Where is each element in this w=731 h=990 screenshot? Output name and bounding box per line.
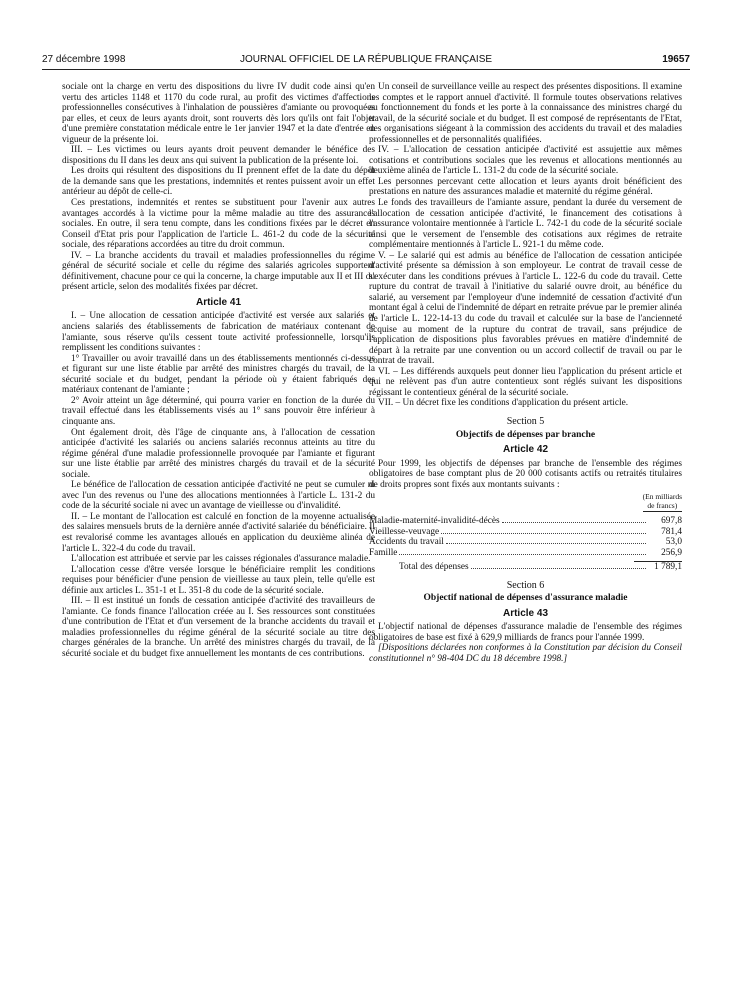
objective-label: Vieillesse-veuvage [369, 526, 440, 537]
paragraph: IV. – La branche accidents du travail et maladies professionnelles du régime général de sécurité sociale et celle du régime des salariés agricoles supportent définitivement, chacune pour ce qui la concerne, la charge imputable aux II et III du présent article, selon des modalités fixées par décret. [62, 250, 375, 293]
paragraph: Le fonds des travailleurs de l'amiante assure, pendant la durée du versement de l'allocation de cessation anticipée d'activité, le financement des cotisations à l'assurance volontaire mentionnée à l'article L. 742-1 du code de la sécurité sociale ainsi que le versement de l'ensemble des cotisations aux régimes de retraite complémentaire mentionnés à l'article L. 921-1 du même code. [369, 198, 682, 251]
header-rule [42, 69, 690, 70]
objective-label: Maladie-maternité-invalidité-décès [369, 516, 500, 527]
section-title: Objectif national de dépenses d'assurance maladie [423, 593, 628, 604]
issue-date: 27 décembre 1998 [42, 54, 126, 65]
paragraph: Pour 1999, les objectifs de dépenses par branche de l'ensemble des régimes obligatoires de base comptant plus de 20 000 cotisants actifs ou retraités titulaires de droits propres sont fixés aux montants suivants : [369, 458, 682, 490]
page-number: 19657 [662, 54, 690, 65]
objective-label: Accidents du travail [369, 537, 444, 548]
journal-title: JOURNAL OFFICIEL DE LA RÉPUBLIQUE FRANÇAISE [239, 54, 493, 65]
page-header [42, 54, 690, 68]
paragraph: sociale ont la charge en vertu des dispositions du livre IV dudit code ainsi qu'en vertu des articles 1148 et 1170 du code rural, au profit des victimes d'affections professionnelles consécutives à l'inhalation de poussières d'amiante ou provoquées par elles, et ceux de leurs ayants droit, sont rouverts dès lors qu'ils ont fait l'objet d'une première constatation médicale entre le 1er janvier 1947 et la date d'entrée en vigueur de la présente loi. [62, 82, 375, 145]
article-heading: Article 41 [195, 296, 242, 308]
paragraph: L'objectif national de dépenses d'assurance maladie de l'ensemble des régimes obligatoires de base est fixé à 629,9 milliards de francs pour l'année 1999. [369, 622, 682, 643]
paragraph: Les droits qui résultent des dispositions du II prennent effet de la date du dépôt de la demande sans que les prestations, indemnités et rentes puissent avoir un effet antérieur au dépôt de celle-ci. [62, 166, 375, 198]
section-heading: Section 6 [506, 579, 545, 591]
unit-note [369, 493, 682, 512]
paragraph: VI. – Les différends auxquels peut donner lieu l'application du présent article et qui ne relèvent pas d'un autre contentieux sont réglés suivant les dispositions régissant le contentieux général de la sécurité sociale. [369, 366, 682, 398]
paragraph: L'allocation est attribuée et servie par les caisses régionales d'assurance maladie. [71, 554, 371, 565]
unit-line: de francs) [647, 500, 678, 510]
paragraph: I. – Une allocation de cessation anticipée d'activité est versée aux salariés et anciens salariés des établissements de fabrication de matériaux contenant de l'amiante, sous réserve qu'ils cessent toute activité professionnelle, lorsqu'ils remplissent les conditions suivantes : [62, 311, 375, 354]
total-label: Total des dépenses [399, 561, 469, 572]
total-value: 1 789,1 [654, 561, 682, 572]
dot-leader [446, 543, 646, 544]
paragraph: 2° Avoir atteint un âge déterminé, qui pourra varier en fonction de la durée du travail effectué dans les établissements visés au 1° sans pouvoir être inférieur à cinquante ans. [62, 395, 375, 427]
paragraph: Ont également droit, dès l'âge de cinquante ans, à l'allocation de cessation anticipée d'activité les salariés ou anciens salariés reconnus atteints au titre du régime général d'une maladie professionnelle provoquée par l'amiante et figurant sur une liste établie par arrêté des ministres chargés du travail et de la sécurité sociale. [62, 427, 375, 480]
left-column [62, 82, 375, 660]
paragraph: Le bénéfice de l'allocation de cessation anticipée d'activité ne peut se cumuler ni avec l'un des revenus ou l'une des allocations mentionnées à l'article L. 131-2 du code de la sécurité sociale ni avec un avantage de vieillesse ou d'invalidité. [62, 480, 375, 512]
paragraph: Les personnes percevant cette allocation et leurs ayants droit bénéficient des prestations en nature des assurances maladie et maternité du régime général. [369, 176, 682, 198]
dot-leader [502, 522, 646, 523]
section-heading: Section 5 [506, 415, 545, 427]
article-heading: Article 43 [502, 607, 549, 619]
objective-label: Famille [369, 548, 398, 559]
paragraph: III. – Les victimes ou leurs ayants droit peuvent demander le bénéfice des dispositions du II dans les deux ans qui suivent la publication de la présente loi. [62, 145, 375, 166]
table-row [369, 527, 682, 538]
censure-note: [Dispositions déclarées non conformes à la Constitution par décision du Conseil constitutionnel n° 98-404 DC du 18 décembre 1998.] [369, 643, 682, 664]
paragraph: II. – Le montant de l'allocation est calculé en fonction de la moyenne actualisée des salaires mensuels bruts de la dernière année d'activité salariée du bénéficiaire. Il est revalorisé comme les avantages alloués en application du deuxième alinéa de l'article L. 322-4 du code du travail. [62, 511, 375, 554]
paragraph: Ces prestations, indemnités et rentes se substituent pour l'avenir aux autres avantages accordés à la victime pour la même maladie au titre des assurances sociales. En outre, il sera tenu compte, dans les conditions fixées par le décret en Conseil d'Etat pris pour l'application de l'article L. 461-2 du code de la sécurité sociale, des réparations accordées au titre du droit commun. [62, 198, 375, 251]
table-row [369, 548, 682, 559]
paragraph: IV. – L'allocation de cessation anticipée d'activité est assujettie aux mêmes cotisations et contributions sociales que les revenus et allocations mentionnés au deuxième alinéa de l'article L. 131-2 du code de la sécurité sociale. [369, 145, 682, 177]
paragraph: V. – Le salarié qui est admis au bénéfice de l'allocation de cessation anticipée d'activité présente sa démission à son employeur. Le contrat de travail cesse de s'exécuter dans les conditions prévues à l'article L. 122-6 du code du travail. Cette rupture du contrat de travail à l'initiative du salarié ouvre droit, au bénéfice du salarié, au versement par l'employeur d'une indemnité de cessation d'activité d'un montant égal à celui de l'indemnité de départ en retraite prévue par le premier alinéa de l'article L. 122-14-13 du code du travail et calculée sur la base de l'ancienneté acquise au moment de la rupture du contrat de travail, sans préjudice de l'application de dispositions plus favorables prévues en matière d'indemnité de départ à la retraite par une convention ou un accord collectif de travail ou par le contrat de travail. [369, 250, 682, 367]
total-row [369, 562, 682, 573]
objective-value: 256,9 [661, 548, 682, 559]
paragraph: Un conseil de surveillance veille au respect des présentes dispositions. Il examine les comptes et le rapport annuel d'activité. Il formule toutes observations relatives au fonctionnement du fonds et les porte à la connaissance des ministres chargé du travail, de la sécurité sociale et du budget. Il est composé de représentants de l'Etat, des organisations siégeant à la commission des accidents du travail et des maladies professionnelles et de personnalités qualifiées. [369, 82, 682, 145]
paragraph: 1° Travailler ou avoir travaillé dans un des établissements mentionnés ci-dessus et figurant sur une liste établie par arrêté des ministres chargés du travail, de la sécurité sociale et du budget, pendant la période où y étaient fabriqués des matériaux contenant de l'amiante ; [62, 353, 375, 396]
paragraph: L'allocation cesse d'être versée lorsque le bénéficiaire remplit les conditions requises pour bénéficier d'une pension de vieillesse au taux plein, telle qu'elle est définie aux articles L. 351-1 et L. 351-8 du code de la sécurité sociale. [62, 564, 375, 596]
article-heading: Article 42 [502, 444, 549, 456]
table-row [369, 516, 682, 527]
objective-value: 53,0 [665, 537, 682, 548]
unit-line: (En milliards [642, 492, 682, 502]
objective-value: 697,8 [661, 516, 682, 527]
section-title: Objectifs de dépenses par branche [455, 429, 596, 440]
paragraph: VII. – Un décret fixe les conditions d'application du présent article. [378, 398, 629, 409]
table-row [369, 537, 682, 548]
dot-leader [471, 568, 646, 569]
dot-leader [399, 554, 646, 555]
dot-leader [441, 533, 646, 534]
right-column [369, 82, 682, 664]
paragraph: III. – Il est institué un fonds de cessation anticipée d'activité des travailleurs de l'amiante. Ce fonds finance l'allocation créée au I. Ses ressources sont constituées d'une contribution de l'Etat et d'un versement de la branche accidents du travail et maladies professionnelles du régime général de la sécurité sociale au titre des charges générales de la branche. Un arrêté des ministres chargés du travail, de la sécurité sociale et du budget fixe annuellement les montants de ces contributions. [62, 596, 375, 659]
objectives-table [369, 516, 682, 572]
objective-value: 781,4 [661, 526, 682, 537]
